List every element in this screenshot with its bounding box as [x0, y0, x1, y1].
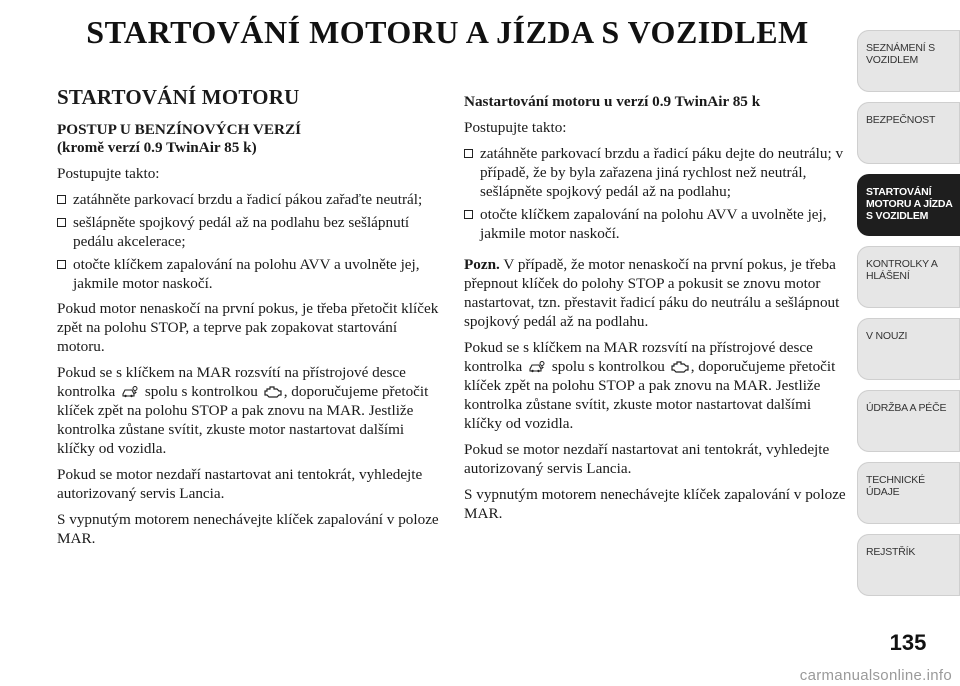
text-fragment: Pokud se s klíčkem na MAR rozsvítí na přístrojové desce kontrolka — [57, 364, 406, 400]
text-fragment: Pokud se s klíčkem na MAR rozsvítí na přístrojové desce kontrolka — [464, 339, 813, 375]
step-item — [57, 190, 442, 209]
paragraph-warning-lights — [464, 338, 852, 433]
immobilizer-car-key-icon — [528, 360, 546, 373]
text-fragment: , doporučujeme přetočit klíček zpět na polohu STOP a pak znovu na MAR. Jestliže kontrolka zůstane svítit, zkuste motor nastartovat dalšími klíčky od vozidla. — [464, 358, 836, 432]
step-text: zatáhněte parkovací brzdu a řadicí pákou zařaďte neutrál; — [73, 191, 423, 208]
tab-label: V NOUZI — [866, 330, 908, 342]
twinair-heading: Nastartování motoru u verzí 0.9 TwinAir 85 k — [464, 93, 761, 110]
checkbox-bullet-icon — [464, 149, 473, 158]
right-column — [464, 93, 852, 530]
procedure-intro: Postupujte takto: — [464, 119, 567, 136]
paragraph-retry: Pokud motor nenaskočí na první pokus, je třeba přetočit klíček zpět na polohu STOP, a teprve pak zopakovat startování motoru. — [57, 300, 439, 355]
paragraph-key-warning: S vypnutým motorem nenechávejte klíček zapalování v poloze MAR. — [57, 511, 439, 547]
section-heading: STARTOVÁNÍ MOTORU — [57, 85, 300, 109]
step-text: zatáhněte parkovací brzdu a řadicí páku dejte do neutrálu; v případě, že by byla zařazena jiná rychlost než neutrál, sešlápněte spojkový pedál až na podlahu; — [480, 145, 844, 200]
watermark: carmanualsonline.info — [799, 667, 952, 684]
tab-bezpecnost[interactable] — [857, 102, 960, 164]
tab-startovani[interactable] — [857, 174, 960, 236]
step-item — [464, 144, 852, 201]
paragraph-key-warning: S vypnutým motorem nenechávejte klíček zapalování v poloze MAR. — [464, 486, 846, 522]
tab-label: TECHNICKÉ ÚDAJE — [866, 474, 925, 498]
procedure-heading-line-2: (kromě verzí 0.9 TwinAir 85 k) — [57, 139, 257, 156]
text-fragment: spolu s kontrolkou — [144, 383, 258, 400]
left-column — [57, 85, 442, 555]
checkbox-bullet-icon — [464, 210, 473, 219]
engine-failure-icon — [671, 360, 689, 373]
tab-seznameni[interactable] — [857, 30, 960, 92]
procedure-steps — [464, 144, 852, 243]
procedure-steps — [57, 190, 442, 293]
step-item — [57, 255, 442, 293]
tab-udrzba[interactable] — [857, 390, 960, 452]
note-label: Pozn. — [464, 256, 500, 273]
step-item — [464, 205, 852, 243]
step-item — [57, 213, 442, 251]
checkbox-bullet-icon — [57, 195, 66, 204]
tab-kontrolky[interactable] — [857, 246, 960, 308]
paragraph-warning-lights — [57, 363, 442, 458]
step-text: sešlápněte spojkový pedál až na podlahu bez sešlápnutí pedálu akcelerace; — [73, 214, 410, 250]
tab-label: KONTROLKY A HLÁŠENÍ — [866, 258, 938, 282]
text-fragment: , doporučujeme přetočit klíček zpět na polohu STOP a pak znovu na MAR. Jestliže kontrolka zůstane svítit, zkuste motor nastartovat dalšími klíčky od vozidla. — [57, 383, 429, 457]
note-text: V případě, že motor nenaskočí na první pokus, je třeba přepnout klíček do polohy STOP a pokusit se znovu motor nastartovat, tzn. přestavit řadicí páku do neutrálu a sešlápnout spojkový pedál až na podlahu. — [464, 256, 840, 330]
tab-label: ÚDRŽBA A PÉČE — [866, 402, 947, 414]
tab-label: BEZPEČNOST — [866, 114, 936, 126]
chapter-tabs — [857, 30, 960, 606]
tab-v-nouzi[interactable] — [857, 318, 960, 380]
checkbox-bullet-icon — [57, 218, 66, 227]
step-text: otočte klíčkem zapalování na polohu AVV a uvolněte jej, jakmile motor naskočí. — [73, 256, 420, 292]
tab-label: SEZNÁMENÍ S VOZIDLEM — [866, 42, 935, 66]
procedure-heading — [57, 121, 442, 157]
tab-label: STARTOVÁNÍ MOTORU A JÍZDA S VOZIDLEM — [866, 186, 953, 222]
text-fragment: spolu s kontrolkou — [551, 358, 665, 375]
checkbox-bullet-icon — [57, 260, 66, 269]
step-text: otočte klíčkem zapalování na polohu AVV a uvolněte jej, jakmile motor naskočí. — [480, 206, 827, 242]
paragraph-service: Pokud se motor nezdaří nastartovat ani tentokrát, vyhledejte autorizovaný servis Lancia. — [464, 441, 830, 477]
procedure-intro: Postupujte takto: — [57, 165, 160, 182]
page-number: 135 — [889, 630, 927, 655]
paragraph-note — [464, 255, 852, 331]
tab-label: REJSTŘÍK — [866, 546, 916, 558]
paragraph-service: Pokud se motor nezdaří nastartovat ani tentokrát, vyhledejte autorizovaný servis Lancia. — [57, 466, 423, 502]
tab-rejstrik[interactable] — [857, 534, 960, 596]
engine-failure-icon — [264, 385, 282, 398]
page-title: STARTOVÁNÍ MOTORU A JÍZDA S VOZIDLEM — [86, 14, 809, 50]
procedure-heading-line-1: POSTUP U BENZÍNOVÝCH VERZÍ — [57, 121, 302, 138]
immobilizer-car-key-icon — [121, 385, 139, 398]
tab-technicke-udaje[interactable] — [857, 462, 960, 524]
